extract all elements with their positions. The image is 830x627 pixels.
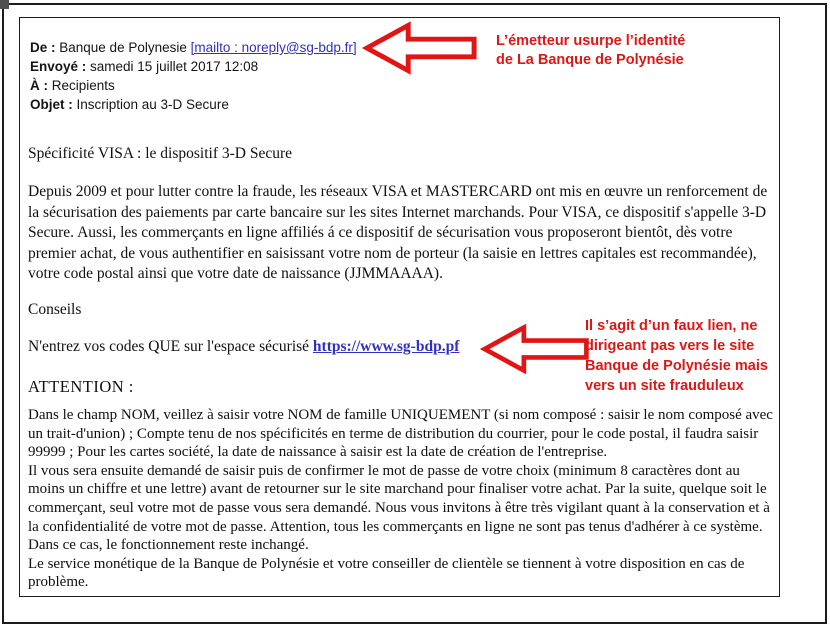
email-headers	[30, 38, 357, 114]
header-subject-label: Objet :	[30, 97, 73, 112]
attention-heading: ATTENTION :	[28, 377, 134, 396]
header-from-label: De :	[30, 40, 56, 55]
annotation-fake-link-line-4: vers un site frauduleux	[585, 378, 744, 394]
header-to-label: À :	[30, 78, 48, 93]
left-arrow-icon	[362, 18, 480, 78]
advice-prefix: N'entrez vos codes QUE sur l'espace sécurisé	[28, 338, 313, 355]
header-from	[30, 38, 357, 57]
header-to-value: Recipients	[48, 78, 115, 93]
header-to	[30, 76, 357, 95]
attention-paragraph-3: Le service monétique de la Banque de Polynésie et votre conseiller de clientèle se tiennent à votre disposition en cas de problème.	[28, 555, 745, 591]
body-title: Spécificité VISA : le dispositif 3-D Secure	[28, 145, 293, 162]
attention-paragraphs	[28, 406, 778, 592]
annotation-fake-link-line-1: Il s’agit d’un faux lien, ne	[585, 318, 758, 334]
mailto-link[interactable]: [mailto : noreply@sg-bdp.fr]	[190, 40, 357, 55]
fraudulent-url-link[interactable]: https://www.sg-bdp.pf	[312, 338, 460, 355]
advice-line	[28, 338, 459, 356]
left-arrow-icon	[478, 321, 594, 377]
attention-paragraph-2: Il vous sera ensuite demandé de saisir puis de confirmer le mot de passe de votre choix (minimum 8 caractères dont au moins un chiffre et une lettre) avant de retourner sur le site marchand pour finaliser votre achat. Par la suite, quelque soit le commerçant, seul votre mot de passe vous sera demandé. Nous vous invitons à être très vigilant quant à la conservation et à la confidentialité de votre mot de passe. Attention, tous les commerçants en ligne ne sont pas tenus d'adhérer à ce système. Dans ce cas, le fonctionnement reste inchangé.	[28, 462, 770, 554]
annotation-sender-line-1: L’émetteur usurpe l’identité	[496, 33, 686, 49]
header-from-value: Banque de Polynesie	[55, 40, 191, 55]
conseils-heading: Conseils	[28, 301, 82, 318]
annotation-sender-line-2: de La Banque de Polynésie	[496, 52, 684, 68]
annotation-fake-link	[585, 316, 768, 396]
header-sent-label: Envoyé :	[30, 59, 87, 74]
header-subject	[30, 95, 357, 114]
attention-paragraph-1: Dans le champ NOM, veillez à saisir votre NOM de famille UNIQUEMENT (si nom composé : saisir le nom composé avec un trait-d'union) ; Compte tenu de nos spécificités en terme de distribution du courrier, pour le code postal, il faudra saisir 99999 ; Pour les cartes société, la date de naissance à saisir est la date de création de l'entreprise.	[28, 407, 773, 461]
intro-paragraph: Depuis 2009 et pour lutter contre la fraude, les réseaux VISA et MASTERCARD ont mis en œuvre un renforcement de la sécurisation des paiements par carte bancaire sur les sites Internet marchands. Pour VISA, ce dispositif s'appelle 3-D Secure. Aussi, les commerçants en ligne affiliés á ce dispositif de sécurisation vous proposeront bientôt, dès votre premier achat, de vous authentifier en saisissant votre nom de porteur (la saisie en lettres capitales est recommandée), votre code postal ainsi que votre date de naissance (JJMMAAAA).	[28, 183, 768, 282]
annotation-sender-spoof	[496, 32, 685, 70]
header-subject-value: Inscription au 3-D Secure	[72, 97, 229, 112]
corner-scan-artifact	[0, 0, 9, 9]
header-sent-value: samedi 15 juillet 2017 12:08	[86, 59, 259, 74]
annotation-fake-link-line-3: Banque de Polynésie mais	[585, 358, 768, 374]
header-sent	[30, 57, 357, 76]
annotation-fake-link-line-2: dirigeant pas vers le site	[585, 338, 755, 354]
